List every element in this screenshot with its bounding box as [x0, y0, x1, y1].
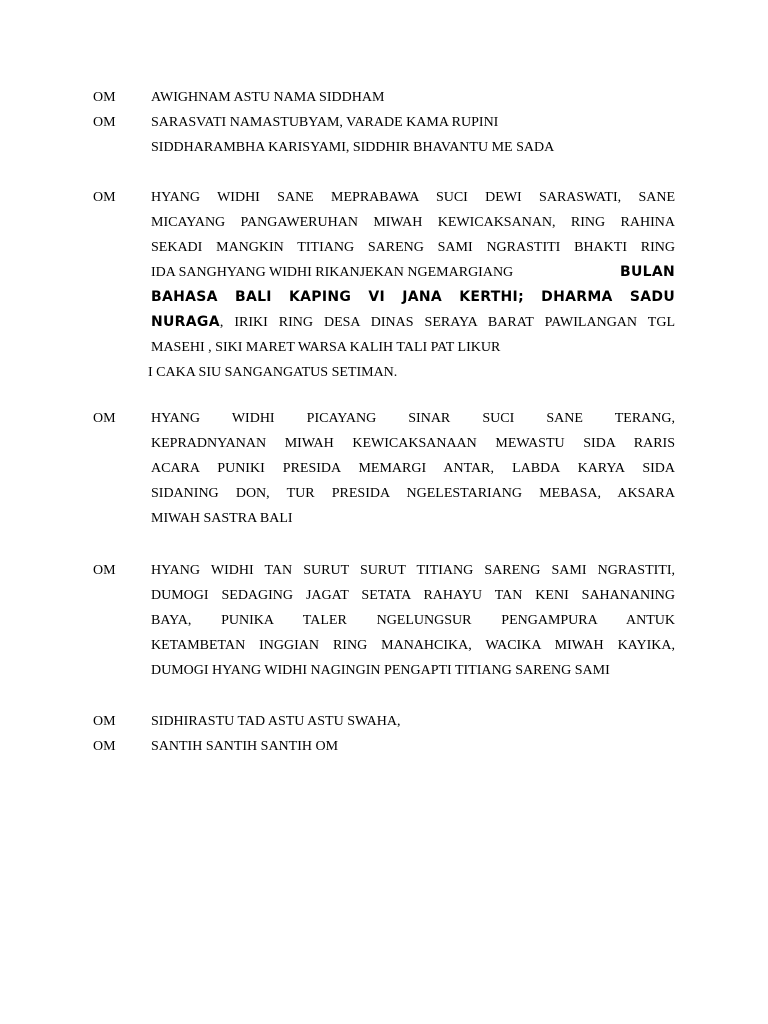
- event-name-bold: BAHASA BALI KAPING VI JANA KERTHI; DHARMA SADU: [151, 289, 675, 305]
- text-line: MICAYANG PANGAWERUHAN MIWAH KEWICAKSANAN, RING RAHINA: [151, 215, 675, 230]
- mantra-line: [93, 110, 675, 135]
- mantra-line: [93, 85, 675, 110]
- text-line: SEKADI MANGKIN TITIANG SARENG SAMI NGRASTITI BHAKTI RING: [151, 240, 675, 255]
- text-line: HYANG WIDHI PICAYANG SINAR SUCI SANE TERANG,: [151, 411, 675, 426]
- mantra-text: SANTIH SANTIH SANTIH OM: [151, 739, 339, 754]
- om-prefix: OM: [93, 190, 116, 205]
- text-line: HYANG WIDHI SANE MEPRABAWA SUCI DEWI SARASWATI, SANE: [151, 190, 675, 205]
- om-prefix: OM: [93, 563, 116, 578]
- mantra-line: [93, 135, 675, 160]
- text-line: I CAKA SIU SANGANGATUS SETIMAN.: [148, 365, 398, 380]
- mantra-line: [93, 709, 675, 734]
- om-prefix: OM: [93, 714, 116, 729]
- text-segment: , IRIKI RING DESA DINAS SERAYA BARAT PAWILANGAN TGL: [219, 315, 675, 330]
- mantra-text: SARASVATI NAMASTUBYAM, VARADE KAMA RUPINI: [151, 115, 499, 130]
- stanza-prayer-wisdom: [93, 406, 675, 531]
- stanza-text: [148, 185, 675, 385]
- mantra-text: SIDDHARAMBHA KARISYAMI, SIDDHIR BHAVANTU ME SADA: [151, 140, 555, 155]
- stanza-prayer-saraswati: [93, 185, 675, 385]
- text-line: KEPRADNYANAN MIWAH KEWICAKSANAAN MEWASTU SIDA RARIS: [151, 436, 675, 451]
- om-prefix: OM: [93, 115, 116, 130]
- text-line: [151, 260, 675, 285]
- event-name-bold: NURAGA: [151, 314, 220, 330]
- om-prefix: OM: [93, 411, 116, 426]
- om-prefix: OM: [93, 90, 116, 105]
- mantra-line: [93, 734, 675, 759]
- om-prefix: OM: [93, 739, 116, 754]
- text-line: MIWAH SASTRA BALI: [151, 511, 293, 526]
- text-line: [151, 310, 675, 335]
- text-line: DUMOGI HYANG WIDHI NAGINGIN PENGAPTI TITIANG SARENG SAMI: [151, 663, 610, 678]
- event-name-bold: BULAN: [619, 264, 675, 280]
- stanza-closing-mantra: [93, 709, 675, 759]
- text-line: DUMOGI SEDAGING JAGAT SETATA RAHAYU TAN KENI SAHANANING: [151, 588, 675, 603]
- stanza-text: [151, 406, 675, 531]
- text-line: ACARA PUNIKI PRESIDA MEMARGI ANTAR, LABDA KARYA SIDA: [151, 461, 675, 476]
- text-line: BAYA, PUNIKA TALER NGELUNGSUR PENGAMPURA ANTUK: [151, 613, 675, 628]
- mantra-text: SIDHIRASTU TAD ASTU ASTU SWAHA,: [151, 714, 401, 729]
- stanza-opening-mantra: [93, 85, 675, 160]
- text-line: SIDANING DON, TUR PRESIDA NGELESTARIANG MEBASA, AKSARA: [151, 486, 675, 501]
- text-line: KETAMBETAN INGGIAN RING MANAHCIKA, WACIKA MIWAH KAYIKA,: [151, 638, 675, 653]
- text-segment: IDA SANGHYANG WIDHI RIKANJEKAN NGEMARGIANG: [151, 265, 514, 280]
- mantra-text: AWIGHNAM ASTU NAMA SIDDHAM: [151, 90, 385, 105]
- text-line: MASEHI , SIKI MARET WARSA KALIH TALI PAT LIKUR: [151, 340, 501, 355]
- stanza-text: [151, 558, 675, 683]
- text-line: HYANG WIDHI TAN SURUT SURUT TITIANG SARENG SAMI NGRASTITI,: [151, 563, 675, 578]
- stanza-prayer-blessing: [93, 558, 675, 683]
